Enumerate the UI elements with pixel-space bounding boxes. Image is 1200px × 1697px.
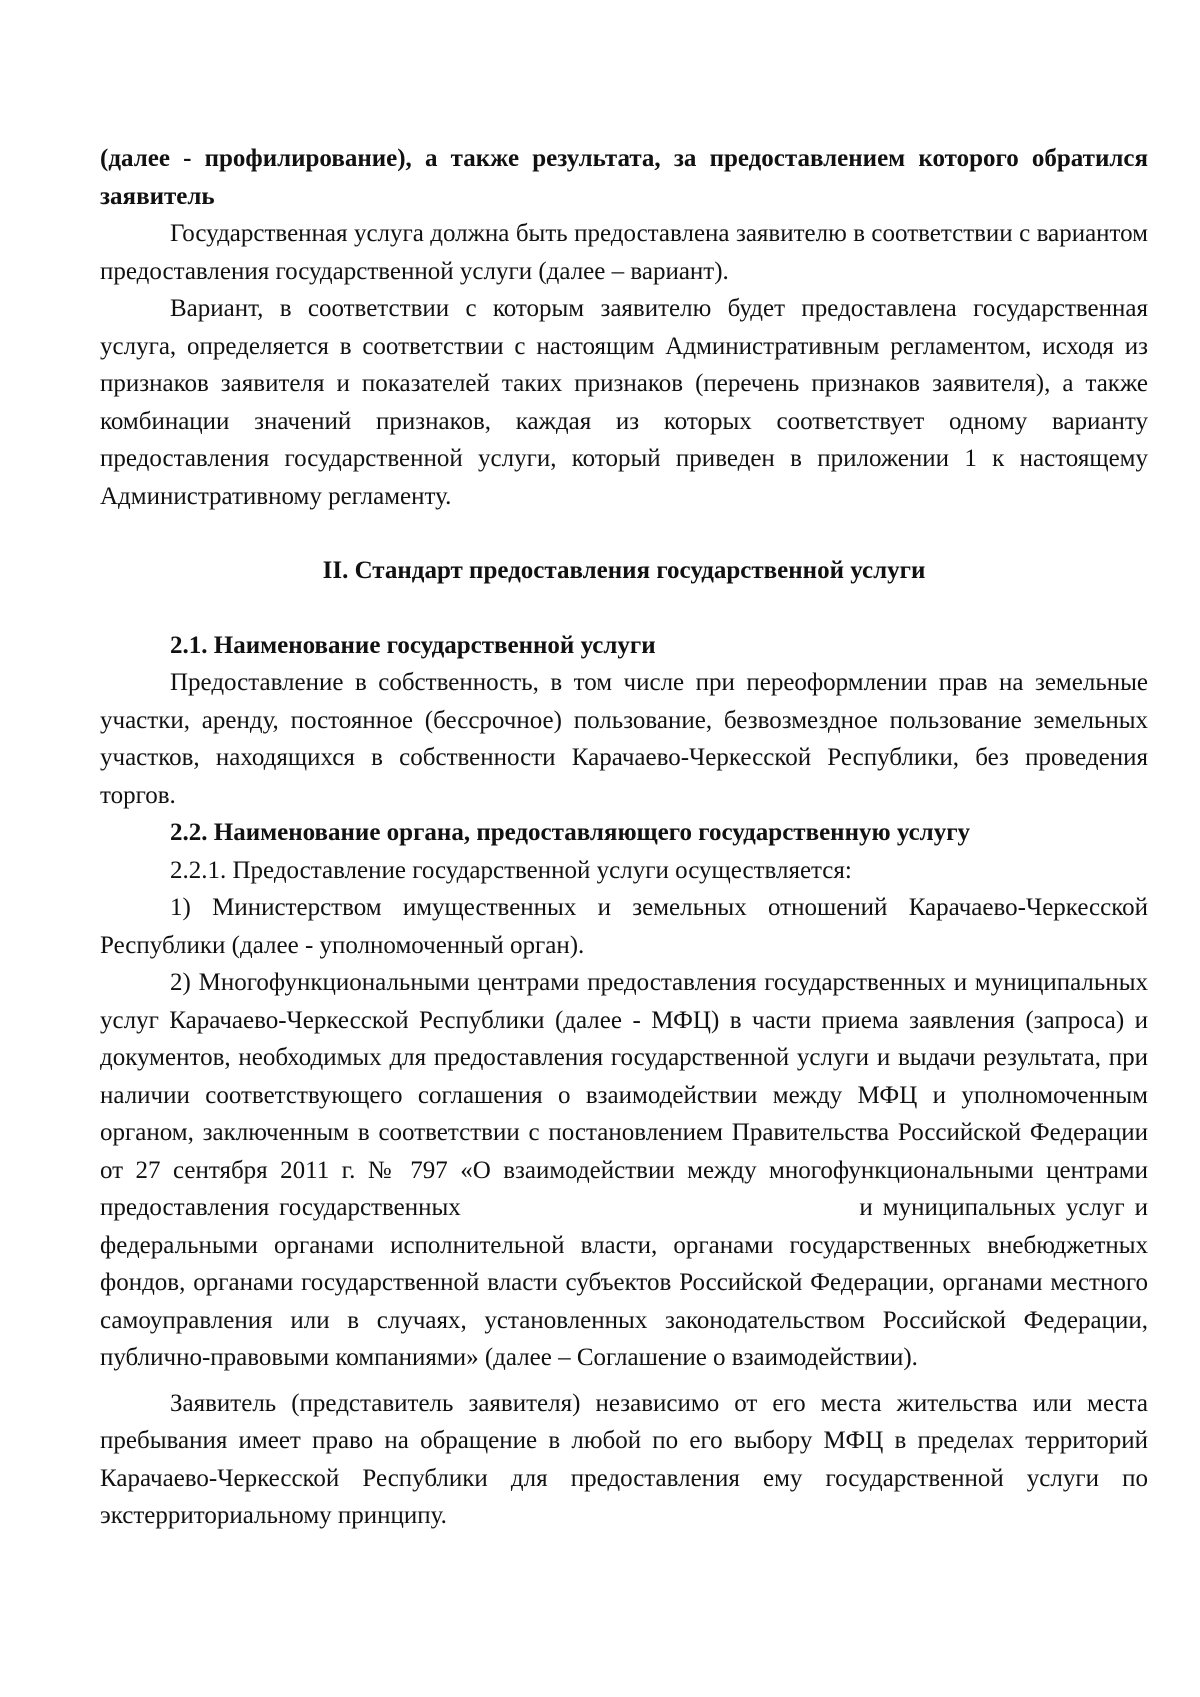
document-body — [100, 140, 1155, 1535]
paragraph-extraterritorial: Заявитель (представитель заявителя) независимо от его места жительства или места пребывания имеет право на обращение в любой по его выбору МФЦ в пределах территорий Карачаево-Черкесской Республики для предоставления ему государственной услуги по экстерриториальному принципу. — [100, 1389, 1148, 1529]
paragraph-variant-definition: Государственная услуга должна быть предоставлена заявителю в соответствии с вариантом предоставления государственной услуги (далее – вариант). — [100, 220, 1148, 285]
subsection-2-2-title: 2.2. Наименование органа, предоставляющего государственную услугу — [170, 819, 971, 846]
paragraph-variant-selection: Вариант, в соответствии с которым заявителю будет предоставлена государственная услуга, определяется в соответствии с настоящим Административным регламентом, исходя из признаков заявителя и показателей таких признаков (перечень признаков заявителя), а также комбинации значений признаков, каждая из которых соответствует одному варианту предоставления государственной услуги, который приведен в приложении 1 к настоящему Административному регламенту. — [100, 295, 1148, 510]
subsection-2-2-1: 2.2.1. Предоставление государственной услуги осуществляется: — [170, 856, 852, 884]
intro-heading: (далее - профилирование), а также результата, за предоставлением которого обратился заявитель — [100, 145, 1148, 210]
section-title: II. Стандарт предоставления государственной услуги — [322, 557, 926, 584]
subsection-2-1-title: 2.1. Наименование государственной услуги — [170, 631, 656, 659]
list-item-1: 1) Министерством имущественных и земельных отношений Карачаево-Черкесской Республики (далее - уполномоченный орган). — [100, 894, 1148, 959]
subsection-2-1-text: Предоставление в собственность, в том числе при переоформлении прав на земельные участки, аренду, постоянное (бессрочное) пользование, безвозмездное пользование земельных участков, находящихся в собственности Карачаево-Черкесской Республики, без проведения торгов. — [100, 669, 1148, 809]
list-item-2: 2) Многофункциональными центрами предоставления государственных и муниципальных услуг Карачаево-Черкесской Республики (далее - МФЦ) в части приема заявления (запроса) и документов, необходимых для предоставления государственной услуги и выдачи результата, при наличии соответствующего соглашения о взаимодействии между МФЦ и уполномоченным органом, заключенным в соответствии с постановлением Правительства Российской Федерации от 27 сентября 2011 г. № 797 «О взаимодействии между многофункциональными центрами предоставления государственных и муниципальных услуг и федеральными органами исполнительной власти, органами государственных внебюджетных фондов, органами государственной власти субъектов Российской Федерации, органами местного самоуправления или в случаях, установленных законодательством Российской Федерации, публично-правовыми компаниями» (далее – Соглашение о взаимодействии). — [100, 969, 1155, 1371]
